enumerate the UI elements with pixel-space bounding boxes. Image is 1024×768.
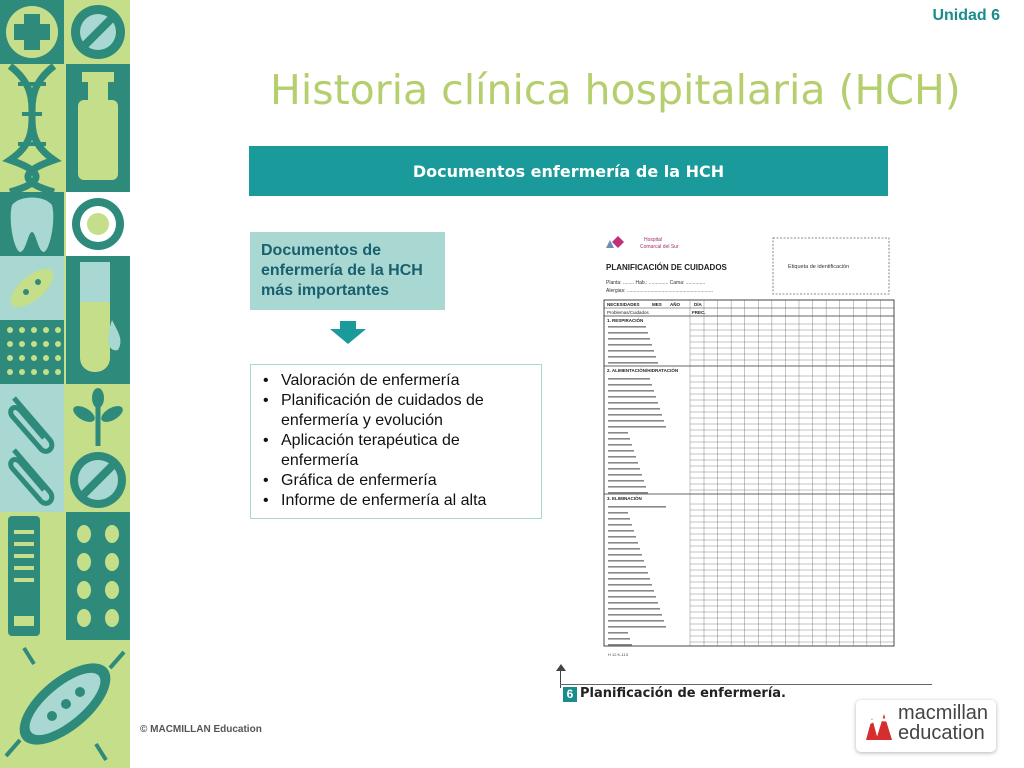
svg-text:Problemas/Cuidados: Problemas/Cuidados xyxy=(607,310,649,315)
list-item: • Valoración de enfermería xyxy=(259,371,537,391)
svg-text:AÑO: AÑO xyxy=(670,302,680,307)
svg-text:NECESIDADES: NECESIDADES xyxy=(607,302,640,307)
list-item: • Planificación de cuidados de enfermería y evolución xyxy=(259,391,537,431)
svg-text:FREC.: FREC. xyxy=(692,310,706,315)
section-banner xyxy=(249,146,888,196)
logo-text-education: education xyxy=(898,722,985,744)
form-alergias-line: Alergias: .............................................................. xyxy=(606,288,713,294)
figure-number: 6 xyxy=(563,687,577,702)
figure-caption: Planificación de enfermería. xyxy=(580,686,787,701)
svg-text:H 12 K-113: H 12 K-113 xyxy=(608,652,628,657)
svg-text:MES: MES xyxy=(652,302,662,307)
hospital-name-line1: Hospital xyxy=(644,237,663,243)
form-planta-line: Planta: ........ Hab.: .............. Cama: .............. xyxy=(606,280,706,286)
id-label-text: Etiqueta de identificación xyxy=(788,264,850,270)
documents-list-box xyxy=(250,364,542,519)
medical-pattern-illustration xyxy=(0,0,130,768)
down-arrow-icon xyxy=(330,321,366,350)
unit-label: Unidad 6 xyxy=(932,7,1000,24)
macmillan-logo-icon xyxy=(862,706,902,746)
documents-list xyxy=(259,371,537,511)
decorative-sidebar xyxy=(0,0,130,768)
svg-text:DÍA: DÍA xyxy=(694,302,702,307)
list-item: • Gráfica de enfermería xyxy=(259,471,537,491)
hospital-name-line2: Comarcal del Sur xyxy=(640,244,679,250)
list-item: • Informe de enfermería al alta xyxy=(259,491,537,511)
hospital-logo-icon xyxy=(606,236,624,248)
section-banner-text: Documentos enfermería de la HCH xyxy=(412,161,725,181)
form-title: PLANIFICACIÓN DE CUIDADOS xyxy=(606,263,727,272)
caption-arrow-icon xyxy=(556,664,566,671)
caption-divider xyxy=(560,684,932,685)
macmillan-logo xyxy=(856,700,996,752)
list-item: • Aplicación terapéutica de enfermería xyxy=(259,431,537,471)
page-title: Historia clínica hospitalaria (HCH) xyxy=(270,66,961,114)
important-documents-box: Documentos de enfermería de la HCH más importantes xyxy=(250,232,445,310)
svg-text:2. ALIMENTACIÓN/HIDRATACIÓN: 2. ALIMENTACIÓN/HIDRATACIÓN xyxy=(607,368,679,373)
svg-text:3. ELIMINACIÓN: 3. ELIMINACIÓN xyxy=(607,496,642,501)
copyright: © MACMILLAN Education xyxy=(140,724,262,735)
logo-text-macmillan: macmillan xyxy=(898,702,989,724)
svg-text:1. RESPIRACIÓN: 1. RESPIRACIÓN xyxy=(607,318,644,323)
care-plan-form-image xyxy=(598,232,898,660)
